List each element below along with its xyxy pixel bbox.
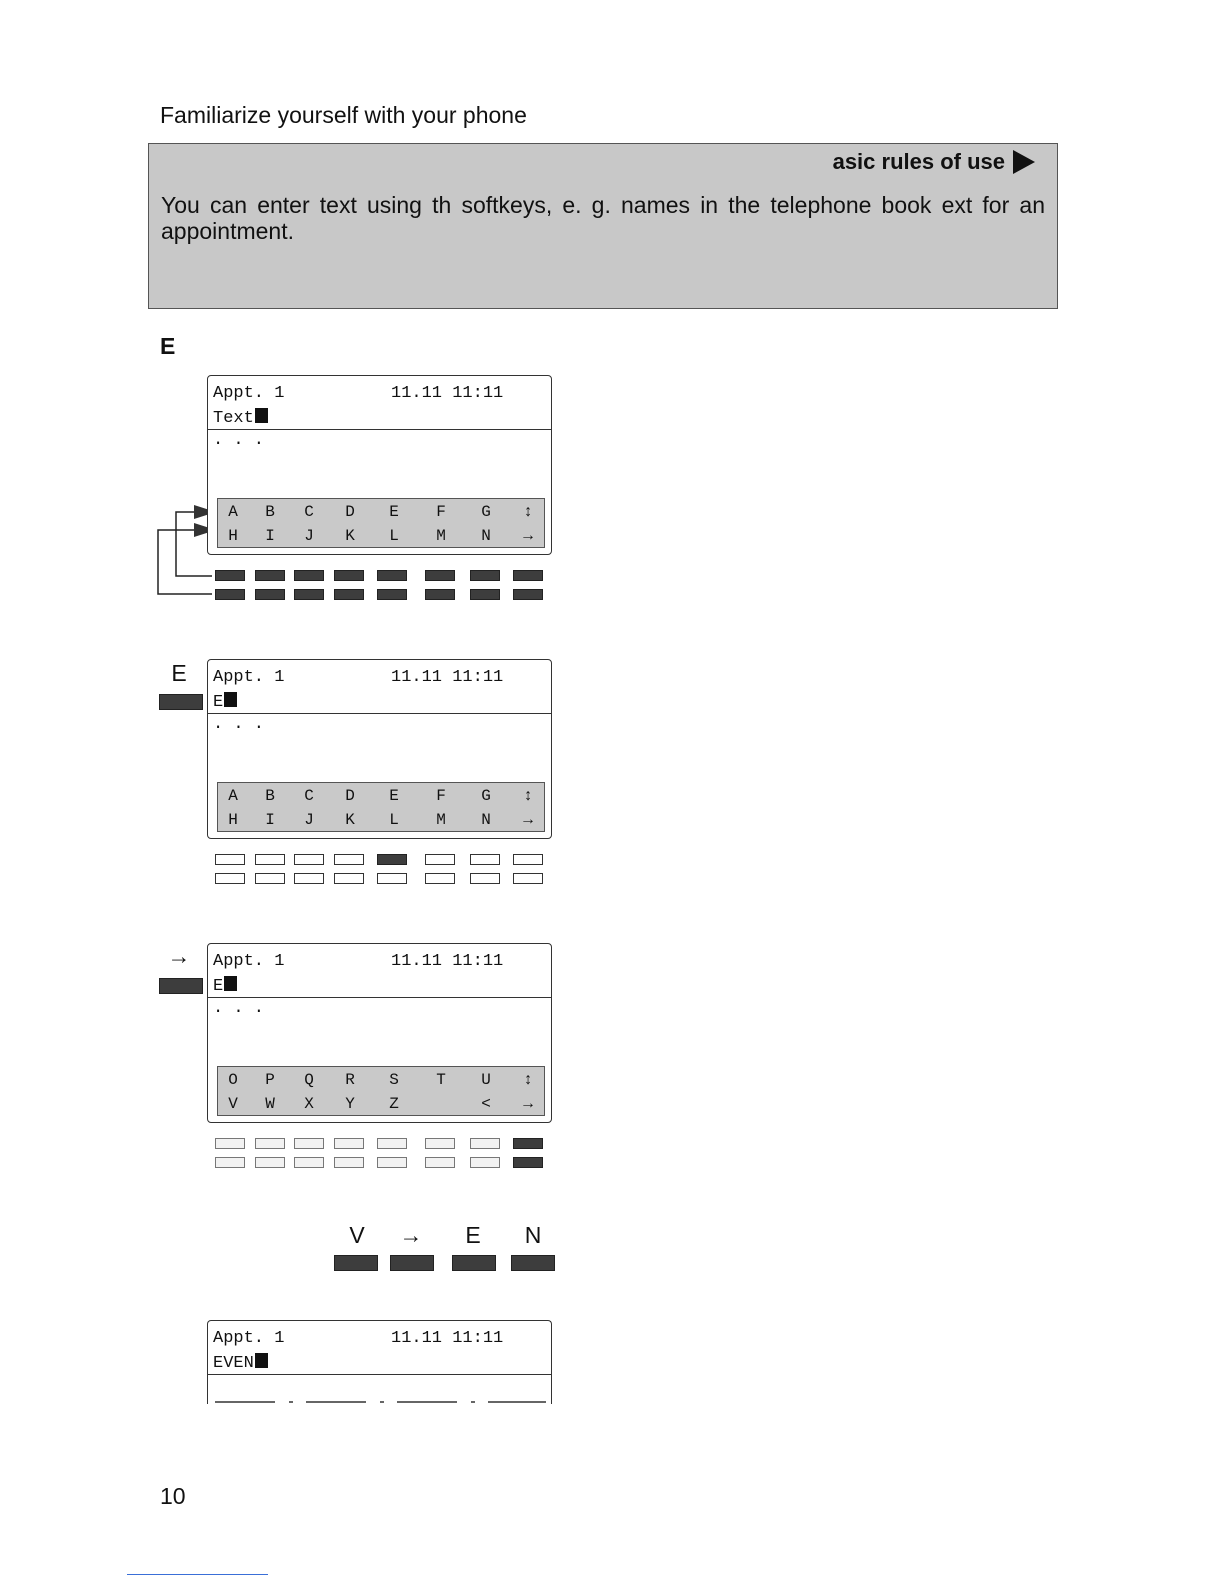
page-number: 10 bbox=[160, 1483, 186, 1509]
keyboard-key: P bbox=[265, 1071, 275, 1089]
keyboard-key: V bbox=[228, 1095, 238, 1113]
keyboard-key: → bbox=[523, 811, 533, 829]
softkey-button[interactable] bbox=[294, 1138, 324, 1149]
softkey-button[interactable] bbox=[425, 873, 455, 884]
entry-text: E bbox=[213, 693, 224, 712]
phone-display-2 bbox=[207, 659, 552, 839]
softkey-button[interactable] bbox=[470, 1157, 500, 1168]
keyboard-key: M bbox=[436, 811, 446, 829]
footer-link-underline bbox=[127, 1574, 268, 1575]
softkey-button[interactable] bbox=[377, 589, 407, 600]
softkey-button[interactable] bbox=[470, 570, 500, 581]
box-text: You can enter text using th softkeys, e. g. names in the telephone book ext for an appointment. bbox=[161, 192, 1045, 244]
keyboard-key: L bbox=[389, 527, 399, 545]
keyboard-key: F bbox=[436, 503, 446, 521]
softkey-button[interactable] bbox=[215, 1157, 245, 1168]
keyboard-key: H bbox=[228, 527, 238, 545]
keyboard-key: H bbox=[228, 811, 238, 829]
keyboard-key: K bbox=[345, 527, 355, 545]
keyboard-key: D bbox=[345, 503, 355, 521]
box-title-text: asic rules of use bbox=[832, 149, 1005, 174]
display-header-left: Appt. 1 bbox=[213, 384, 285, 403]
display-entry-line bbox=[213, 692, 237, 712]
softkey-button[interactable] bbox=[377, 873, 407, 884]
keyboard-key: E bbox=[389, 503, 399, 521]
display-header-right: 11.11 11:11 bbox=[391, 1329, 504, 1348]
display-entry-line bbox=[213, 1353, 268, 1373]
display-header-left: Appt. 1 bbox=[213, 952, 285, 971]
keyboard-key: U bbox=[481, 1071, 491, 1089]
softkey-button[interactable] bbox=[425, 854, 455, 865]
softkey-button[interactable] bbox=[470, 873, 500, 884]
side-softkey-1[interactable] bbox=[159, 694, 203, 710]
softkey-button[interactable] bbox=[425, 589, 455, 600]
keyboard-key: X bbox=[304, 1095, 314, 1113]
keyboard-key: E bbox=[389, 787, 399, 805]
triangle-right-icon bbox=[1013, 150, 1035, 174]
keyboard-key: Q bbox=[304, 1071, 314, 1089]
cursor-icon bbox=[224, 976, 237, 991]
keyboard-key: N bbox=[481, 527, 491, 545]
keyboard-key: L bbox=[389, 811, 399, 829]
sequence-softkey-1[interactable] bbox=[334, 1255, 378, 1271]
side-softkey-2[interactable] bbox=[159, 978, 203, 994]
sequence-softkey-2[interactable] bbox=[390, 1255, 434, 1271]
softkey-button[interactable] bbox=[255, 1138, 285, 1149]
display-header-right: 11.11 11:11 bbox=[391, 384, 504, 403]
sequence-label-3: E bbox=[465, 1222, 481, 1248]
softkey-button[interactable] bbox=[513, 873, 543, 884]
softkey-button[interactable] bbox=[513, 1138, 543, 1149]
keyboard-key: A bbox=[228, 787, 238, 805]
cut-off-keyboard-edge bbox=[213, 1399, 548, 1404]
keyboard-key: I bbox=[265, 811, 275, 829]
softkey-button[interactable] bbox=[255, 589, 285, 600]
keyboard-key: ↕ bbox=[523, 787, 533, 805]
keyboard-key: ↕ bbox=[523, 503, 533, 521]
softkey-button[interactable] bbox=[513, 854, 543, 865]
keyboard-key: I bbox=[265, 527, 275, 545]
entry-text: E bbox=[213, 977, 224, 996]
keyboard-key: C bbox=[304, 503, 314, 521]
softkey-button[interactable] bbox=[377, 570, 407, 581]
keyboard-key: D bbox=[345, 787, 355, 805]
sequence-softkey-3[interactable] bbox=[452, 1255, 496, 1271]
sequence-label-4: N bbox=[524, 1222, 542, 1248]
keyboard-key: T bbox=[436, 1071, 446, 1089]
keyboard-key: ↕ bbox=[523, 1071, 533, 1089]
sequence-softkey-4[interactable] bbox=[511, 1255, 555, 1271]
keyboard-key: R bbox=[345, 1071, 355, 1089]
softkey-button[interactable] bbox=[255, 570, 285, 581]
display-dots: . . . bbox=[213, 715, 265, 734]
softkey-button[interactable] bbox=[294, 873, 324, 884]
softkey-button[interactable] bbox=[470, 854, 500, 865]
display-separator bbox=[208, 713, 551, 714]
keyboard-row-1 bbox=[218, 1071, 544, 1095]
keyboard-key: O bbox=[228, 1071, 238, 1089]
keyboard-panel bbox=[217, 1066, 545, 1116]
softkey-button[interactable] bbox=[215, 873, 245, 884]
keyboard-key: W bbox=[265, 1095, 275, 1113]
keyboard-panel bbox=[217, 498, 545, 548]
display-entry-line bbox=[213, 408, 268, 428]
keyboard-key: J bbox=[304, 527, 314, 545]
display-separator bbox=[208, 429, 551, 430]
softkey-button[interactable] bbox=[425, 1138, 455, 1149]
display-header-right: 11.11 11:11 bbox=[391, 952, 504, 971]
keyboard-key: Z bbox=[389, 1095, 399, 1113]
keyboard-key: K bbox=[345, 811, 355, 829]
keyboard-row-1 bbox=[218, 503, 544, 527]
softkey-button[interactable] bbox=[294, 854, 324, 865]
keyboard-key: Y bbox=[345, 1095, 355, 1113]
side-key-label-2: → bbox=[167, 943, 191, 969]
softkey-button[interactable] bbox=[425, 570, 455, 581]
keyboard-key: M bbox=[436, 527, 446, 545]
softkey-button[interactable] bbox=[215, 854, 245, 865]
phone-display-3 bbox=[207, 943, 552, 1123]
softkey-button[interactable] bbox=[334, 854, 364, 865]
softkey-button[interactable] bbox=[513, 589, 543, 600]
keyboard-row-1 bbox=[218, 787, 544, 811]
display-header-left: Appt. 1 bbox=[213, 1329, 285, 1348]
entry-text: Text bbox=[213, 409, 254, 428]
softkey-button[interactable] bbox=[255, 854, 285, 865]
softkey-button[interactable] bbox=[215, 570, 245, 581]
display-header-right: 11.11 11:11 bbox=[391, 668, 504, 687]
softkey-button[interactable] bbox=[425, 1157, 455, 1168]
cursor-icon bbox=[224, 692, 237, 707]
keyboard-key: G bbox=[481, 503, 491, 521]
keyboard-key: A bbox=[228, 503, 238, 521]
cursor-icon bbox=[255, 1353, 268, 1368]
phone-display-4 bbox=[207, 1320, 552, 1404]
section-letter: E bbox=[160, 333, 176, 359]
display-dots: . . . bbox=[213, 431, 265, 450]
softkey-button[interactable] bbox=[377, 854, 407, 865]
keyboard-key: < bbox=[481, 1095, 491, 1113]
softkey-button[interactable] bbox=[215, 589, 245, 600]
keyboard-key: N bbox=[481, 811, 491, 829]
sequence-label-1: V bbox=[349, 1222, 365, 1248]
keyboard-key: B bbox=[265, 503, 275, 521]
sequence-label-2: → bbox=[399, 1222, 423, 1248]
softkey-button[interactable] bbox=[334, 1138, 364, 1149]
keyboard-key: F bbox=[436, 787, 446, 805]
display-dots: . . . bbox=[213, 999, 265, 1018]
display-header-left: Appt. 1 bbox=[213, 668, 285, 687]
keyboard-key: G bbox=[481, 787, 491, 805]
running-head: Familiarize yourself with your phone bbox=[160, 102, 527, 128]
keyboard-key: → bbox=[523, 1095, 533, 1113]
keyboard-key: → bbox=[523, 527, 533, 545]
keyboard-panel bbox=[217, 782, 545, 832]
display-entry-line bbox=[213, 976, 237, 996]
entry-text: EVEN bbox=[213, 1354, 254, 1373]
display-separator bbox=[208, 1374, 551, 1375]
keyboard-key: B bbox=[265, 787, 275, 805]
phone-display-1 bbox=[207, 375, 552, 555]
softkey-button[interactable] bbox=[294, 1157, 324, 1168]
softkey-button[interactable] bbox=[334, 570, 364, 581]
softkey-button[interactable] bbox=[513, 1157, 543, 1168]
softkey-button[interactable] bbox=[215, 1138, 245, 1149]
softkey-button[interactable] bbox=[334, 873, 364, 884]
softkey-button[interactable] bbox=[377, 1157, 407, 1168]
softkey-button[interactable] bbox=[470, 1138, 500, 1149]
softkey-button[interactable] bbox=[334, 589, 364, 600]
softkey-button[interactable] bbox=[294, 589, 324, 600]
softkey-button[interactable] bbox=[294, 570, 324, 581]
keyboard-key: S bbox=[389, 1071, 399, 1089]
softkey-button[interactable] bbox=[255, 873, 285, 884]
softkey-button[interactable] bbox=[513, 570, 543, 581]
softkey-button[interactable] bbox=[255, 1157, 285, 1168]
display-separator bbox=[208, 997, 551, 998]
info-box bbox=[148, 143, 1058, 309]
softkey-button[interactable] bbox=[334, 1157, 364, 1168]
keyboard-row-2 bbox=[218, 1095, 544, 1119]
keyboard-row-2 bbox=[218, 811, 544, 835]
cursor-icon bbox=[255, 408, 268, 423]
side-key-label-1: E bbox=[171, 660, 187, 686]
softkey-button[interactable] bbox=[377, 1138, 407, 1149]
keyboard-key: C bbox=[304, 787, 314, 805]
box-title bbox=[833, 149, 1035, 175]
keyboard-row-2 bbox=[218, 527, 544, 551]
softkey-button[interactable] bbox=[470, 589, 500, 600]
keyboard-key: J bbox=[304, 811, 314, 829]
